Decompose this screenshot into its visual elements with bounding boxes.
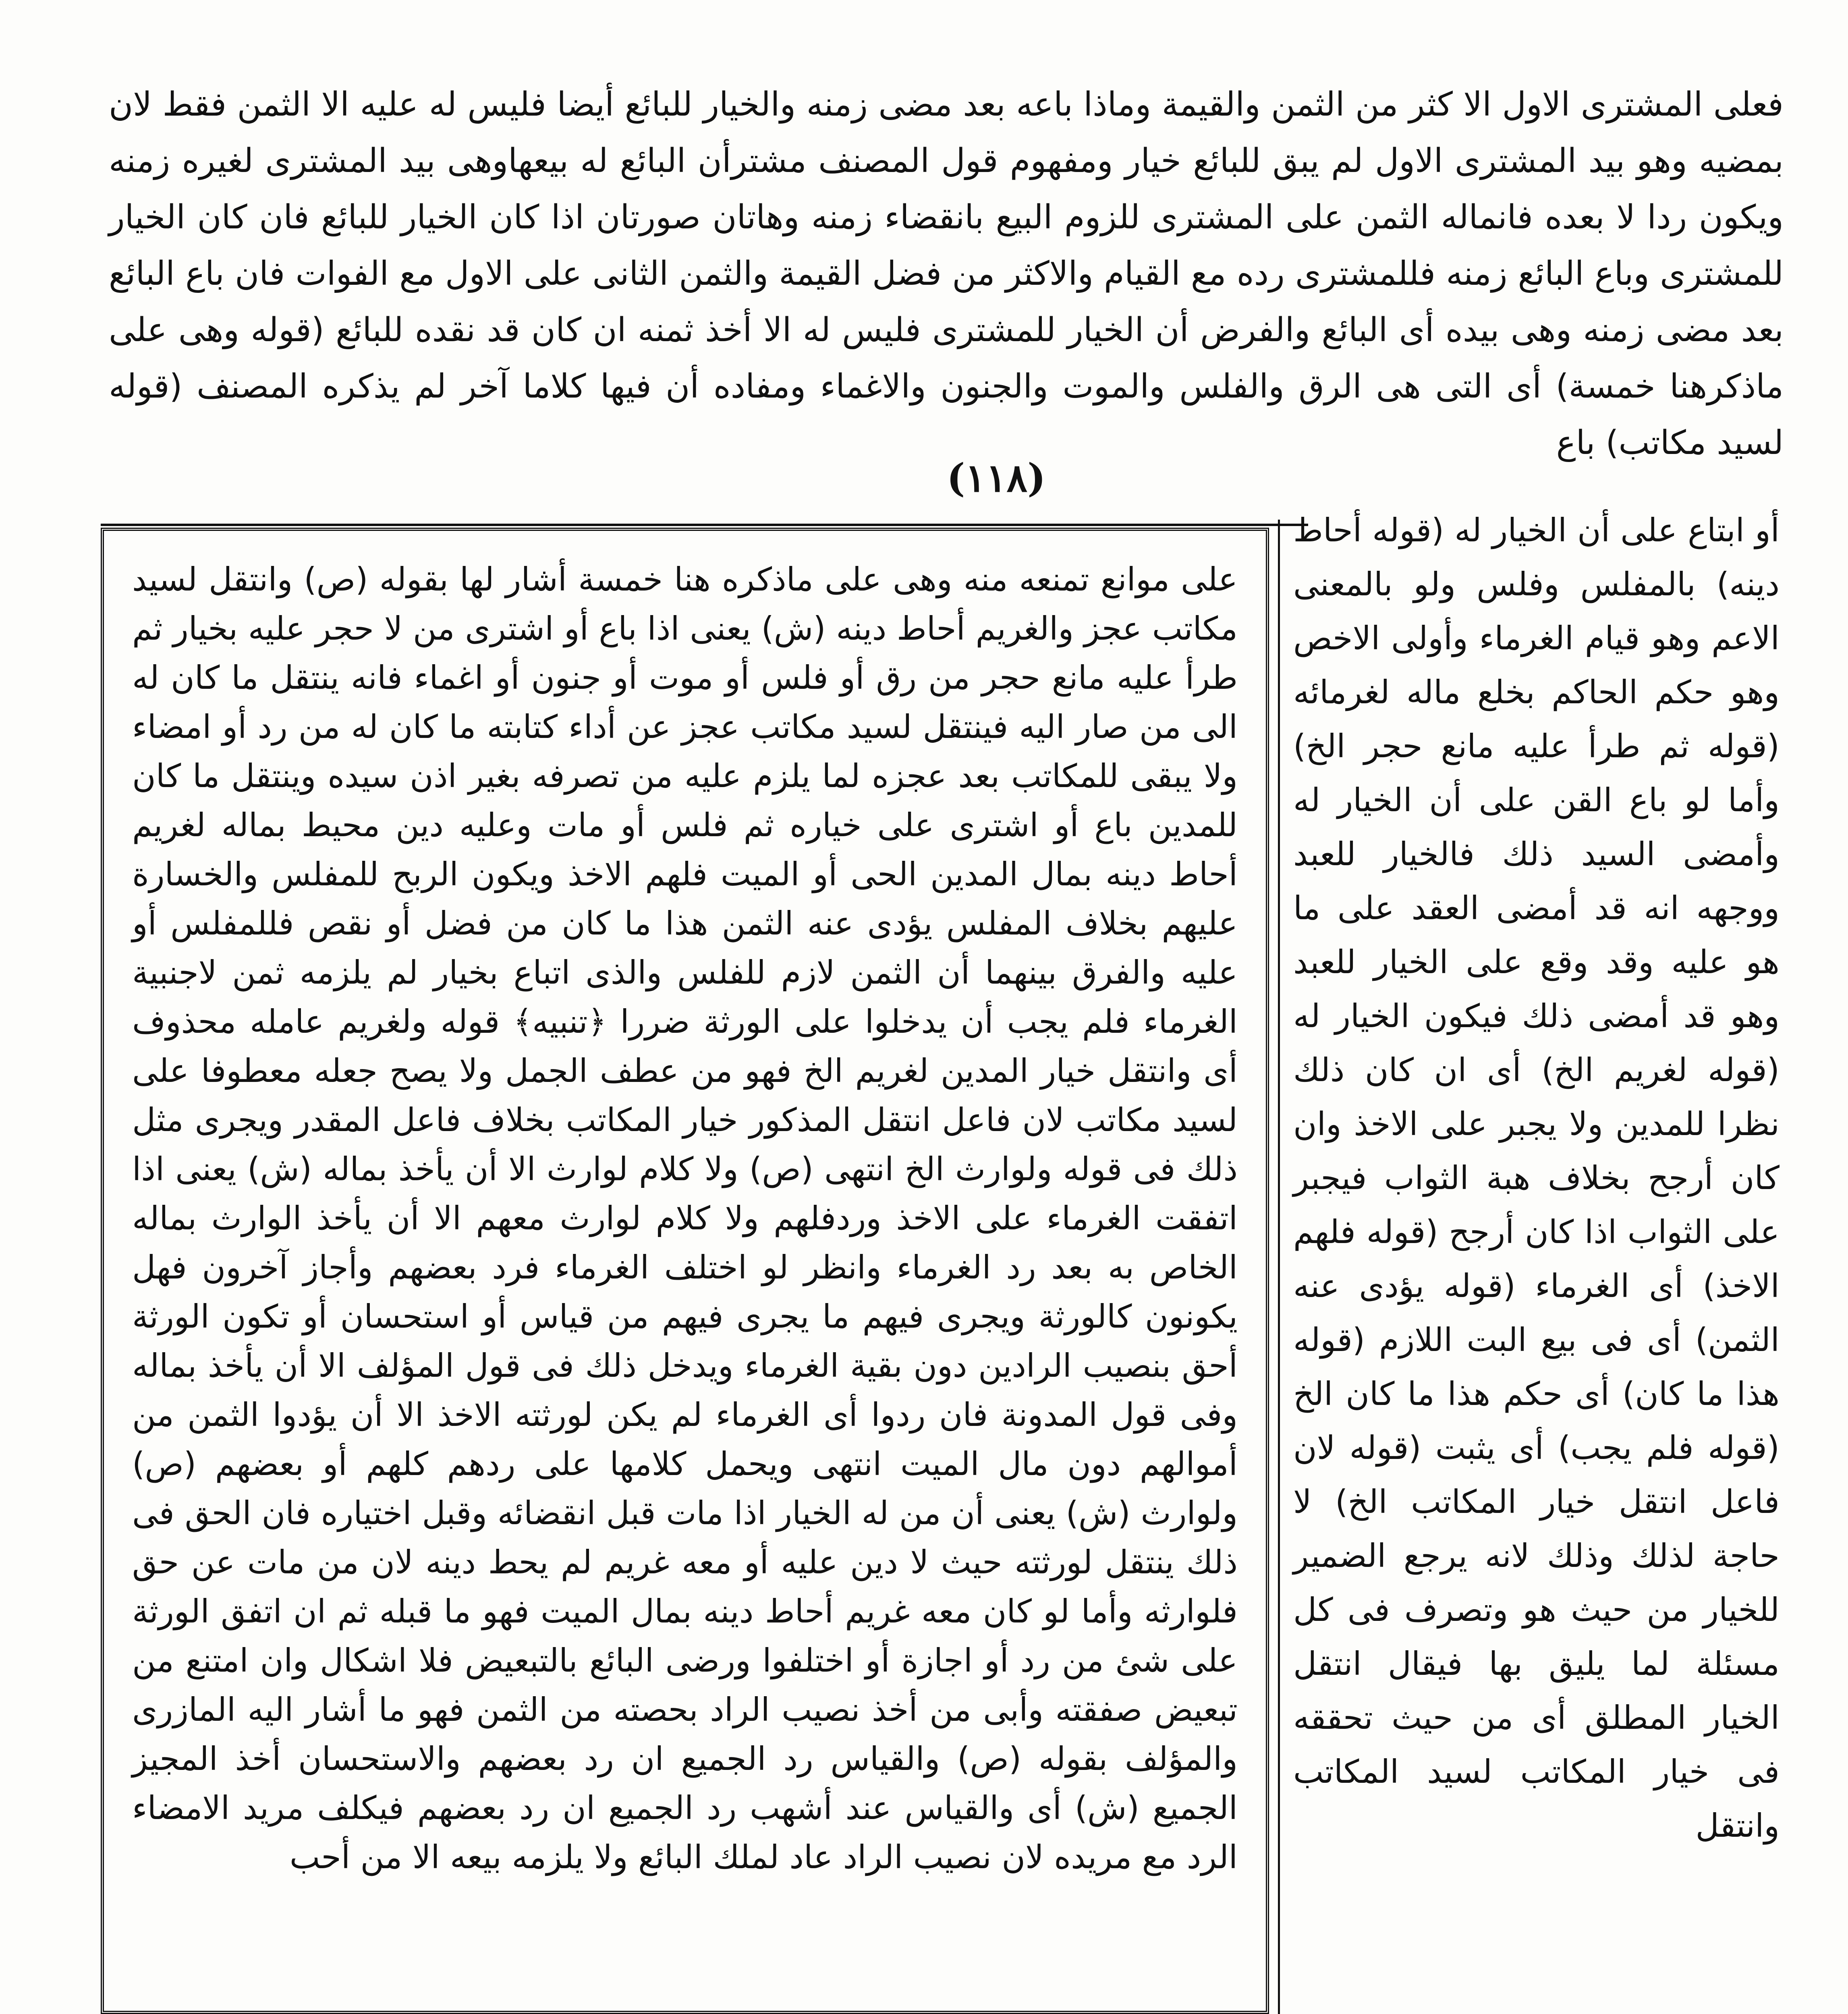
top-commentary-block [109, 77, 1784, 528]
column-separator [1278, 520, 1286, 2014]
top-commentary-text: فعلى المشترى الاول الا كثر من الثمن والقيمة وماذا باعه بعد مضى زمنه والخيار للبائع أيضا فليس له عليه الا الثمن فقط لان بمضيه وهو بيد المشترى الاول لم يبق للبائع خيار ومفهوم قول المصنف مشترأن البائع له بيعهاوهى بيد المشترى لغيره زمنه ويكون ردا لا بعده فانماله الثمن على المشترى للزوم البيع بانقضاء زمنه وهاتان صورتان اذا كان الخيار للبائع فان كان الخيار للمشترى وباع البائع زمنه فللمشترى رده مع القيام والاكثر من فضل القيمة والثمن الثانى على الاول مع الفوات فان باع البائع بعد مضى زمنه وهى بيده أى البائع والفرض أن الخيار للمشترى فليس له الا أخذ ثمنه ان كان قد نقده للبائع (قوله وهى على ماذكرهنا خمسة) أى التى هى الرق والفلس والموت والجنون والاغماء ومفاده أن فيها كلاما آخر لم يذكره المصنف (قوله لسيد مكاتب) باع [109, 85, 1784, 462]
marginal-gloss-text: أو ابتاع على أن الخيار له (قوله أحاط دينه) بالمفلس وفلس ولو بالمعنى الاعم وهو قيام الغرماء وأولى الاخص وهو حكم الحاكم بخلع ماله لغرمائه (قوله ثم طرأ عليه مانع حجر الخ) وأما لو باع القن على أن الخيار له وأمضى السيد ذلك فالخيار للعبد ووجهه انه قد أمضى العقد على ما هو عليه وقد وقع على الخيار للعبد وهو قد أمضى ذلك فيكون الخيار له (قوله لغريم الخ) أى ان كان ذلك نظرا للمدين ولا يجبر على الاخذ وان كان أرجح بخلاف هبة الثواب فيجبر على الثواب اذا كان أرجح (قوله فلهم الاخذ) أى الغرماء (قوله يؤدى عنه الثمن) أى فى بيع البت اللازم (قوله هذا ما كان) أى حكم هذا ما كان الخ (قوله فلم يجب) أى يثبت (قوله لان فاعل انتقل خيار المكاتب الخ) لا حاجة لذلك وذلك لانه يرجع الضمير للخيار من حيث هو وتصرف فى كل مسئلة لما يليق بها فيقال انتقل الخيار المطلق أى من حيث تحققه فى خيار المكاتب لسيد المكاتب وانتقل [1293, 512, 1780, 1844]
divider-rule [101, 524, 1308, 526]
main-commentary-text: على موانع تمنعه منه وهى على ماذكره هنا خمسة أشار لها بقوله (ص) وانتقل لسيد مكاتب عجز والغريم أحاط دينه (ش) يعنى اذا باع أو اشترى من لا حجر عليه بخيار ثم طرأ عليه مانع حجر من رق أو فلس أو موت أو جنون أو اغماء فانه ينتقل ما كان له الى من صار اليه فينتقل لسيد مكاتب عجز عن أداء كتابته ما كان له من رد أو امضاء ولا يبقى للمكاتب بعد عجزه لما يلزم عليه من تصرفه بغير اذن سيده وينتقل ما كان للمدين باع أو اشترى على خياره ثم فلس أو مات وعليه دين محيط بماله لغريم أحاط دينه بمال المدين الحى أو الميت فلهم الاخذ ويكون الربح للمفلس والخسارة عليهم بخلاف المفلس يؤدى عنه الثمن هذا ما كان من فضل أو نقص فللمفلس أو عليه والفرق بينهما أن الثمن لازم للفلس والذى اتباع بخيار لم يلزمه ثمن لاجنبية الغرماء فلم يجب أن يدخلوا على الورثة ضررا ﴿تنبيه﴾ قوله ولغريم عامله محذوف أى وانتقل خيار المدين لغريم الخ فهو من عطف الجمل ولا يصح جعله معطوفا على لسيد مكاتب لان فاعل انتقل المذكور خيار المكاتب بخلاف فاعل المقدر ويجرى مثل ذلك فى قوله ولوارث الخ انتهى (ص) ولا كلام لوارث الا أن يأخذ بماله (ش) يعنى اذا اتفقت الغرماء على الاخذ وردفلهم ولا كلام لوارث معهم الا أن يأخذ الوارث بماله الخاص به بعد رد الغرماء وانظر لو اختلف الغرماء فرد بعضهم وأجاز آخرون فهل يكونون كالورثة ويجرى فيهم ما يجرى فيهم من قياس أو استحسان أو تكون الورثة أحق بنصيب الرادين دون بقية الغرماء ويدخل ذلك فى قول المؤلف الا أن يأخذ بماله وفى قول المدونة فان ردوا أى الغرماء لم يكن لورثته الاخذ الا أن يؤدوا الثمن من أموالهم دون مال الميت انتهى ويحمل كلامها على ردهم كلهم أو بعضهم (ص) ولوارث (ش) يعنى أن من له الخيار اذا مات قبل انقضائه وقبل اختياره فان الحق فى ذلك ينتقل لورثته حيث لا دين عليه أو معه غريم لم يحط دينه لان من مات عن حق فلوارثه وأما لو كان معه غريم أحاط دينه بمال الميت فهو ما قبله ثم ان اتفق الورثة على شئ من رد أو اجازة أو اختلفوا ورضى البائع بالتبعيض فلا اشكال وان امتنع من تبعيض صفقته وأبى من أخذ نصيب الراد بحصته من الثمن فهو ما أشار اليه المازرى والمؤلف بقوله (ص) والقياس رد الجميع ان رد بعضهم والاستحسان أخذ المجيز الجميع (ش) أى والقياس عند أشهب رد الجميع ان رد بعضهم فيكلف مريد الامضاء الرد مع مريده لان نصيب الراد عاد لملك البائع ولا يلزمه بيعه الا من أحب [132, 561, 1238, 1876]
main-text-frame [101, 528, 1269, 2014]
marginal-gloss-column [1293, 504, 1780, 2014]
page-number: (١١٨) [947, 455, 1046, 501]
